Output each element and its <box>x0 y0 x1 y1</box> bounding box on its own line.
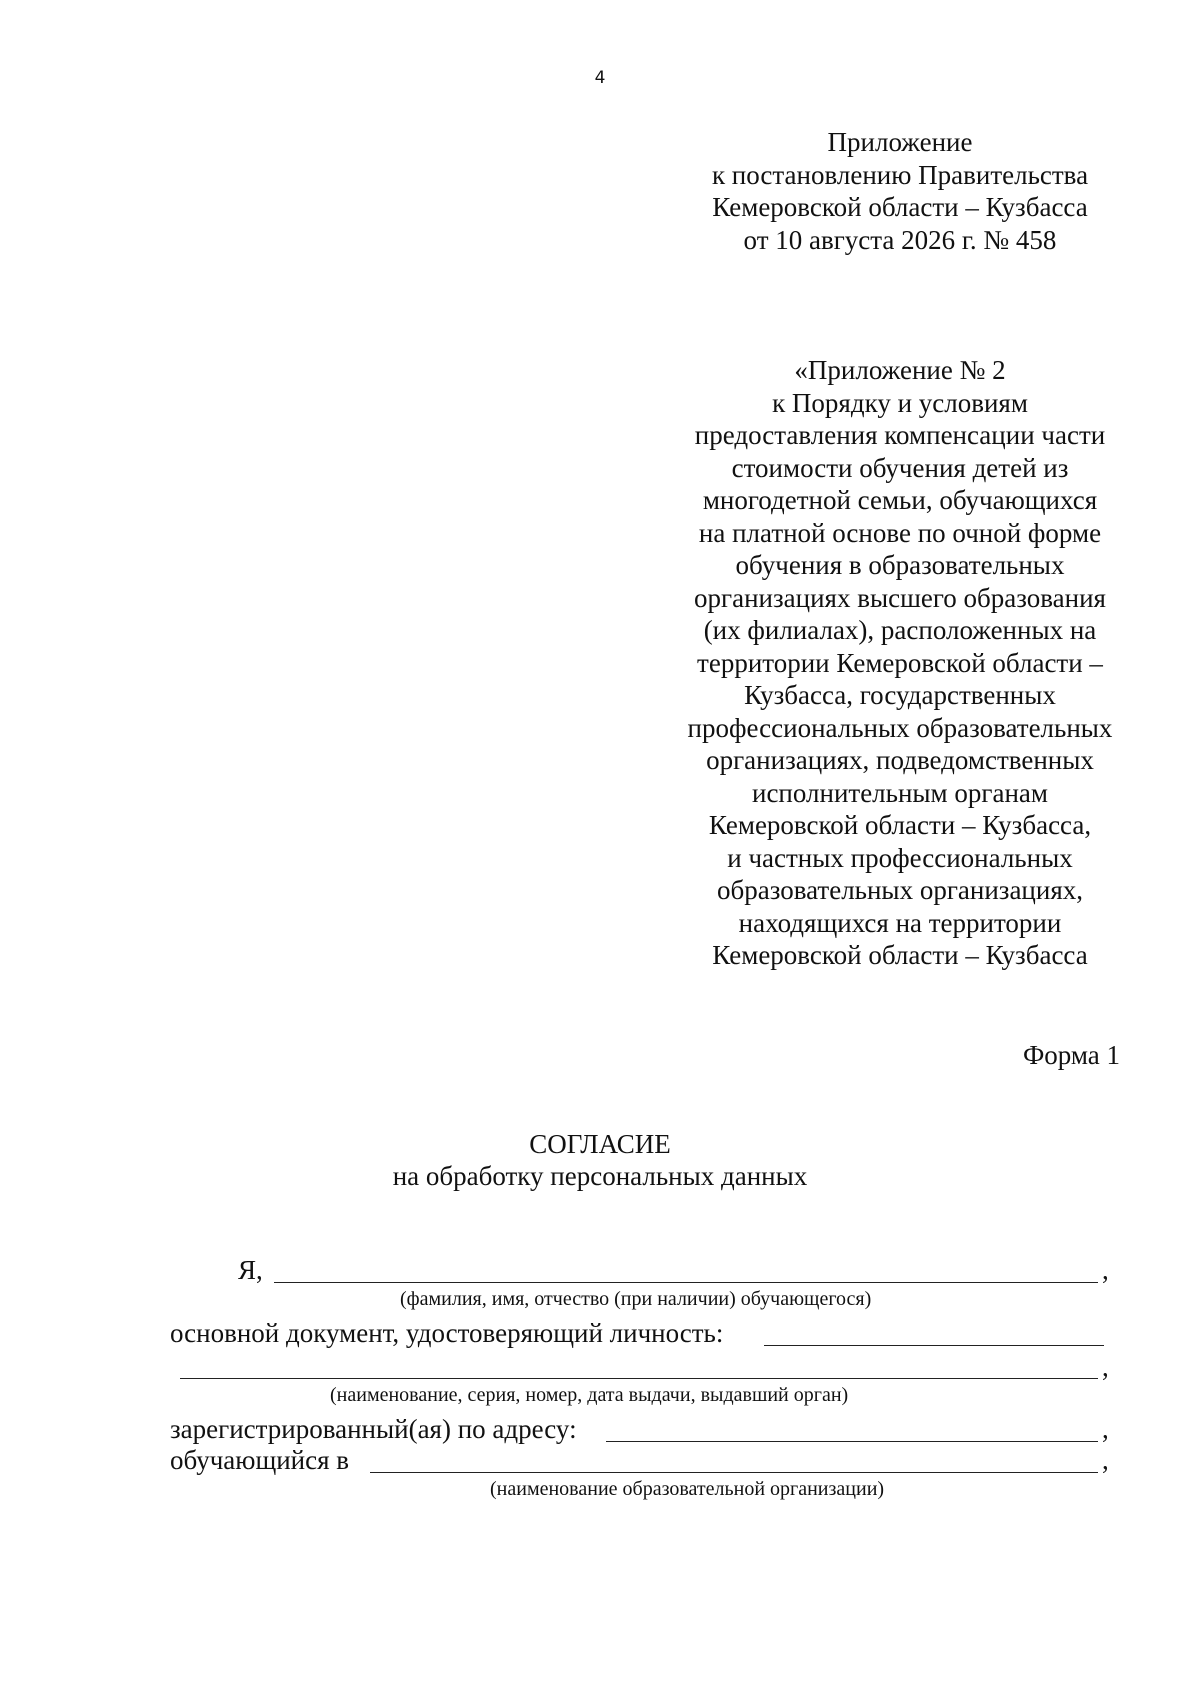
appendix-header-line: Кемеровской области – Кузбасса <box>712 192 1088 222</box>
appendix-reference-line: обучения в образовательных <box>735 550 1065 580</box>
appendix-reference-line: находящихся на территории <box>738 907 1062 938</box>
appendix-header-line: от 10 августа 2026 г. № 458 <box>743 224 1057 255</box>
appendix-header-line: Приложение <box>827 127 973 157</box>
appendix-reference-line: образовательных организациях, <box>717 875 1083 905</box>
title-sub: на обработку персональных данных <box>392 1161 808 1191</box>
appendix-reference-line: профессиональных образовательных <box>687 712 1113 743</box>
appendix-reference-line: Кемеровской области – Кузбасса <box>712 940 1088 970</box>
appendix-reference-line: Кузбасса, государственных <box>744 680 1056 710</box>
appendix-header <box>680 126 1120 256</box>
name-suffix: , <box>1102 1255 1109 1285</box>
institution-caption: (наименование образовательной организации) <box>490 1478 885 1500</box>
title-main: СОГЛАСИЕ <box>529 1129 671 1159</box>
appendix-reference-line: исполнительным органам <box>752 777 1048 808</box>
name-caption: (фамилия, имя, отчество (при наличии) обучающегося) <box>400 1288 872 1310</box>
appendix-reference-line: (их филиалах), расположенных на <box>703 615 1097 645</box>
address-suffix: , <box>1102 1414 1109 1444</box>
address-field[interactable] <box>606 1441 1098 1442</box>
document-field[interactable] <box>764 1345 1104 1346</box>
address-label: зарегистрированный(ая) по адресу: <box>170 1414 577 1444</box>
document-label: основной документ, удостоверяющий личность: <box>170 1318 724 1348</box>
name-prefix: Я, <box>238 1255 263 1285</box>
appendix-reference-line: организациях, подведомственных <box>706 745 1094 775</box>
appendix-reference-line: предоставления компенсации части <box>694 420 1106 450</box>
appendix-reference-line: к Порядку и условиям <box>772 387 1028 418</box>
appendix-reference-line: Кемеровской области – Кузбасса, <box>708 810 1092 840</box>
appendix-reference-line: стоимости обучения детей из <box>731 452 1069 483</box>
document-suffix: , <box>1102 1352 1109 1382</box>
appendix-header-line: к постановлению Правительства <box>711 159 1089 190</box>
appendix-reference-line: организациях высшего образования <box>694 582 1106 613</box>
document-caption: (наименование, серия, номер, дата выдачи, выдавший орган) <box>330 1384 849 1406</box>
appendix-reference <box>680 354 1120 972</box>
page-number: 4 <box>594 68 606 88</box>
name-field[interactable] <box>274 1282 1098 1283</box>
institution-suffix: , <box>1102 1445 1109 1475</box>
document-field-continued[interactable] <box>180 1378 1098 1379</box>
document-title <box>0 1128 1200 1192</box>
institution-label: обучающийся в <box>170 1445 350 1475</box>
appendix-reference-line: на платной основе по очной форме <box>698 517 1102 548</box>
appendix-reference-line: многодетной семьи, обучающихся <box>702 485 1098 515</box>
form-label: Форма 1 <box>1022 1040 1120 1070</box>
appendix-reference-line: территории Кемеровской области – <box>697 647 1103 678</box>
appendix-reference-line: «Приложение № 2 <box>794 355 1006 385</box>
institution-field[interactable] <box>370 1472 1098 1473</box>
appendix-reference-line: и частных профессиональных <box>727 842 1073 873</box>
